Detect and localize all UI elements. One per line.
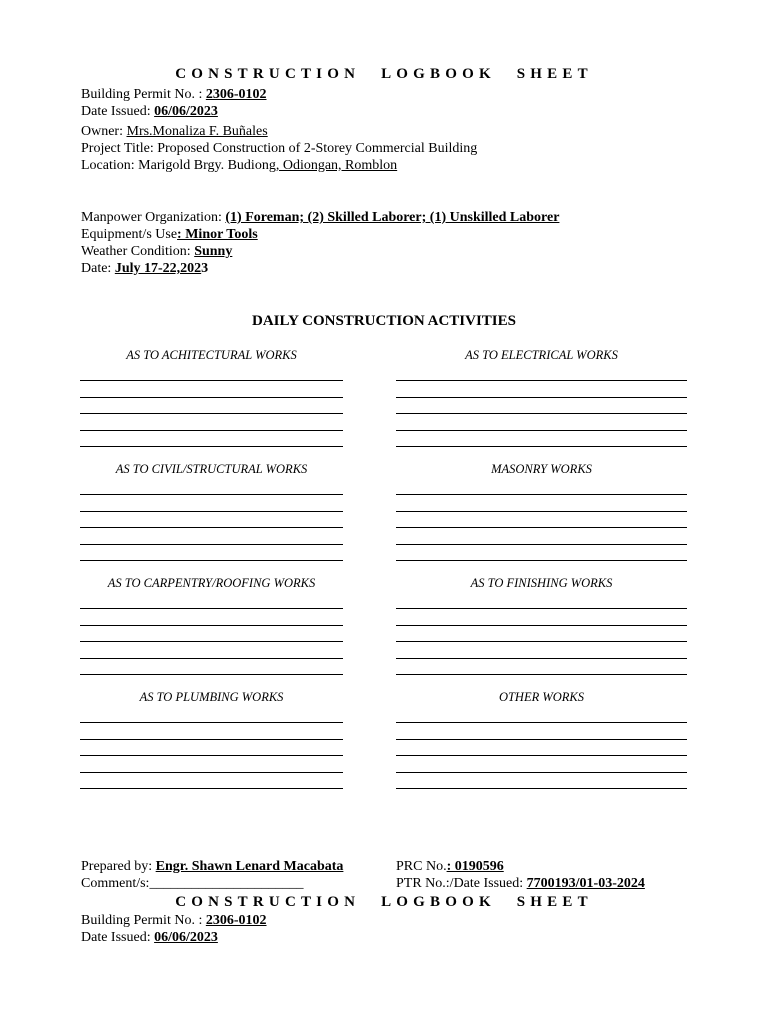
manpower-line <box>81 209 559 226</box>
masonry-works-title: MASONRY WORKS <box>491 462 592 476</box>
building-permit-line <box>81 86 267 103</box>
location-label: Location: <box>81 158 139 173</box>
writing-line <box>80 494 343 495</box>
writing-line <box>396 527 687 528</box>
writing-line <box>396 413 687 414</box>
writing-line <box>396 722 687 723</box>
writing-line <box>80 739 343 740</box>
writing-line <box>396 658 687 659</box>
date-issued-line <box>81 103 218 120</box>
writing-line <box>80 527 343 528</box>
comment-blank: ______________________ <box>149 876 304 891</box>
repeat-date-issued-value: 06/06/2023 <box>154 930 218 945</box>
architectural-works-title: AS TO ACHITECTURAL WORKS <box>126 348 297 362</box>
location-value-underlined: , Odiongan, Romblon <box>275 158 398 173</box>
civil-structural-works-title: AS TO CIVIL/STRUCTURAL WORKS <box>115 462 308 476</box>
date-label: Date: <box>81 261 115 276</box>
writing-line <box>80 397 343 398</box>
writing-line <box>396 494 687 495</box>
writing-line <box>396 674 687 675</box>
writing-line <box>396 544 687 545</box>
location-line <box>81 157 397 174</box>
writing-line <box>80 446 343 447</box>
date-issued-label: Date Issued: <box>81 104 155 119</box>
activities-heading: DAILY CONSTRUCTION ACTIVITIES <box>252 313 516 329</box>
repeat-date-issued-label: Date Issued: <box>81 930 155 945</box>
other-works-title: OTHER WORKS <box>498 690 585 704</box>
writing-line <box>396 641 687 642</box>
writing-line <box>80 608 343 609</box>
repeat-date-issued-line <box>81 929 218 946</box>
writing-line <box>80 511 343 512</box>
comment-line <box>81 875 303 892</box>
writing-line <box>396 739 687 740</box>
date-line <box>81 260 208 277</box>
equipment-value: : Minor Tools <box>177 227 258 242</box>
project-title-label: Project Title: <box>81 141 158 156</box>
writing-line <box>396 380 687 381</box>
writing-line <box>396 625 687 626</box>
owner-line <box>81 123 268 140</box>
plumbing-works-title: AS TO PLUMBING WORKS <box>139 690 284 704</box>
writing-line <box>80 722 343 723</box>
electrical-works-title: AS TO ELECTRICAL WORKS <box>465 348 618 362</box>
writing-line <box>396 430 687 431</box>
writing-line <box>80 380 343 381</box>
writing-line <box>396 446 687 447</box>
writing-line <box>396 560 687 561</box>
repeat-building-permit-label: Building Permit No. : <box>81 913 206 928</box>
repeat-building-permit-line <box>81 912 267 929</box>
writing-line <box>80 772 343 773</box>
equipment-label: Equipment/s Use <box>81 227 178 242</box>
comment-label: Comment/s: <box>81 876 150 891</box>
building-permit-label: Building Permit No. : <box>81 87 206 102</box>
ptr-value: 7700193/01-03-2024 <box>526 876 645 891</box>
ptr-line <box>396 875 645 892</box>
finishing-works-title: AS TO FINISHING WORKS <box>470 576 613 590</box>
writing-line <box>396 788 687 789</box>
writing-line <box>80 641 343 642</box>
writing-line <box>396 772 687 773</box>
writing-line <box>80 560 343 561</box>
prc-label: PRC No. <box>396 859 447 874</box>
ptr-label: PTR No.:/Date Issued: <box>396 876 527 891</box>
equipment-line <box>81 226 258 243</box>
date-value: July 17-22,202 <box>114 261 202 276</box>
writing-line <box>396 755 687 756</box>
weather-label: Weather Condition: <box>81 244 195 259</box>
weather-line <box>81 243 232 260</box>
date-issued-value: 06/06/2023 <box>154 104 218 119</box>
carpentry-roofing-works-title: AS TO CARPENTRY/ROOFING WORKS <box>107 576 316 590</box>
writing-line <box>80 658 343 659</box>
date-suffix: 3 <box>201 261 209 276</box>
writing-line <box>80 413 343 414</box>
owner-value: Mrs.Monaliza F. Buñales <box>126 124 268 139</box>
repeat-document-title: CONSTRUCTION LOGBOOK SHEET <box>175 894 593 910</box>
prc-line <box>396 858 504 875</box>
writing-line <box>80 544 343 545</box>
writing-line <box>80 788 343 789</box>
project-title-line <box>81 140 477 157</box>
writing-line <box>80 674 343 675</box>
document-title: CONSTRUCTION LOGBOOK SHEET <box>175 66 593 82</box>
building-permit-value: 2306-0102 <box>205 87 267 102</box>
writing-line <box>80 430 343 431</box>
owner-label: Owner: <box>81 124 127 139</box>
prepared-by-line <box>81 858 343 875</box>
writing-line <box>396 397 687 398</box>
prc-value: : 0190596 <box>446 859 504 874</box>
location-value: Marigold Brgy. Budiong <box>138 158 276 173</box>
repeat-building-permit-value: 2306-0102 <box>205 913 267 928</box>
manpower-label: Manpower Organization: <box>81 210 226 225</box>
weather-value: Sunny <box>194 244 233 259</box>
writing-line <box>396 511 687 512</box>
manpower-value: (1) Foreman; (2) Skilled Laborer; (1) Unskilled Laborer <box>225 210 560 225</box>
writing-line <box>396 608 687 609</box>
project-title-value: Proposed Construction of 2-Storey Commercial Building <box>157 141 478 156</box>
prepared-by-value: Engr. Shawn Lenard Macabata <box>155 859 344 874</box>
writing-line <box>80 755 343 756</box>
prepared-by-label: Prepared by: <box>81 859 156 874</box>
writing-line <box>80 625 343 626</box>
